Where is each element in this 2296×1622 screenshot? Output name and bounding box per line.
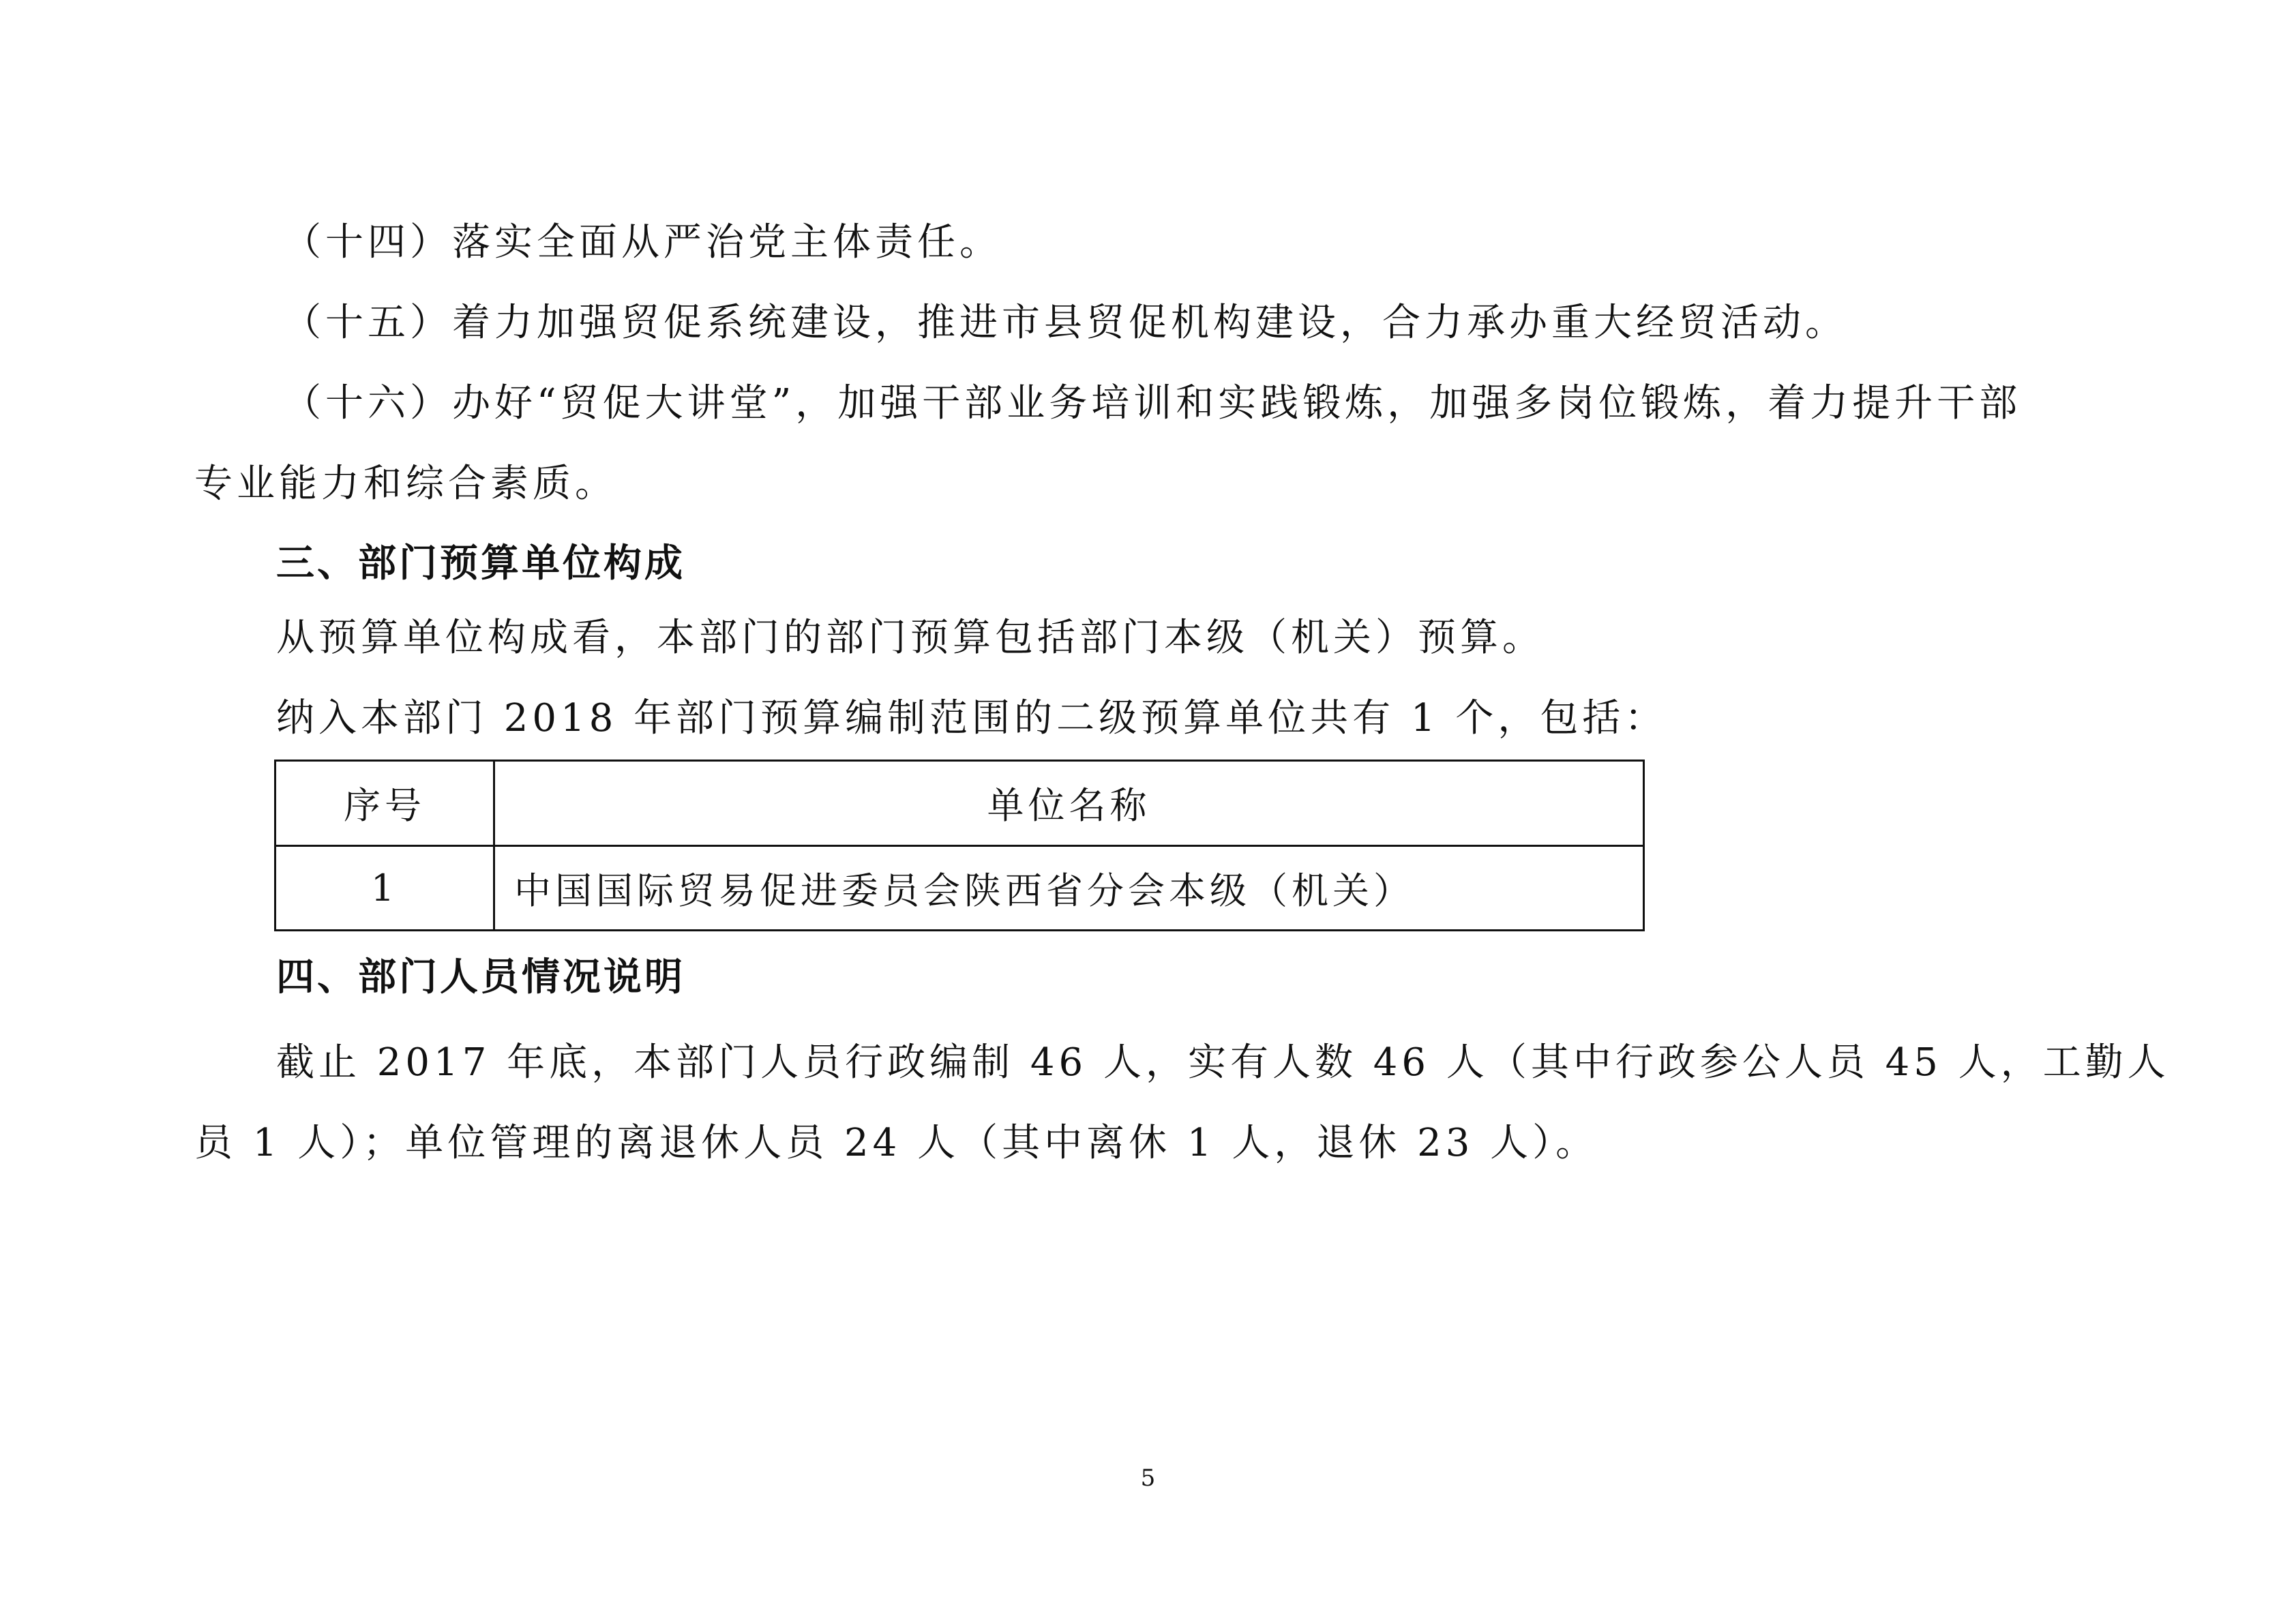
- section-3-heading: 三、部门预算单位构成: [276, 541, 685, 586]
- paragraph-item-14: （十四）落实全面从严治党主体责任。: [283, 220, 1002, 265]
- table-header-unit-name: 单位名称: [494, 762, 1643, 845]
- section-4-paragraph-line-1: 截止 2017 年底，本部门人员行政编制 46 人，实有人数 46 人（其中行政参公人员 45 人，工勤人: [276, 1040, 2170, 1085]
- table-cell-serial: 1: [276, 845, 494, 929]
- table-header-row: [276, 762, 1643, 845]
- budget-units-table: [274, 760, 1645, 931]
- section-4-paragraph-line-2: 员 1 人）；单位管理的离退休人员 24 人（其中离休 1 人，退休 23 人）。: [194, 1121, 1598, 1165]
- page-number: 5: [1140, 1465, 1156, 1492]
- paragraph-item-16-line-2: 专业能力和综合素质。: [194, 462, 617, 506]
- paragraph-item-15: （十五）着力加强贸促系统建设，推进市县贸促机构建设，合力承办重大经贸活动。: [283, 301, 1847, 345]
- section-4-heading: 四、部门人员情况说明: [276, 955, 685, 1000]
- section-3-paragraph-1: 从预算单位构成看，本部门的部门预算包括部门本级（机关）预算。: [276, 616, 1545, 660]
- table-header-serial: 序号: [276, 762, 494, 845]
- table-cell-unit-name: 中国国际贸易促进委员会陕西省分会本级（机关）: [494, 845, 1643, 929]
- table-row: [276, 845, 1643, 929]
- section-3-paragraph-2: 纳入本部门 2018 年部门预算编制范围的二级预算单位共有 1 个，包括：: [276, 696, 1667, 740]
- paragraph-item-16-line-1: （十六）办好“贸促大讲堂”，加强干部业务培训和实践锻炼，加强多岗位锻炼，着力提升干部: [283, 381, 2022, 425]
